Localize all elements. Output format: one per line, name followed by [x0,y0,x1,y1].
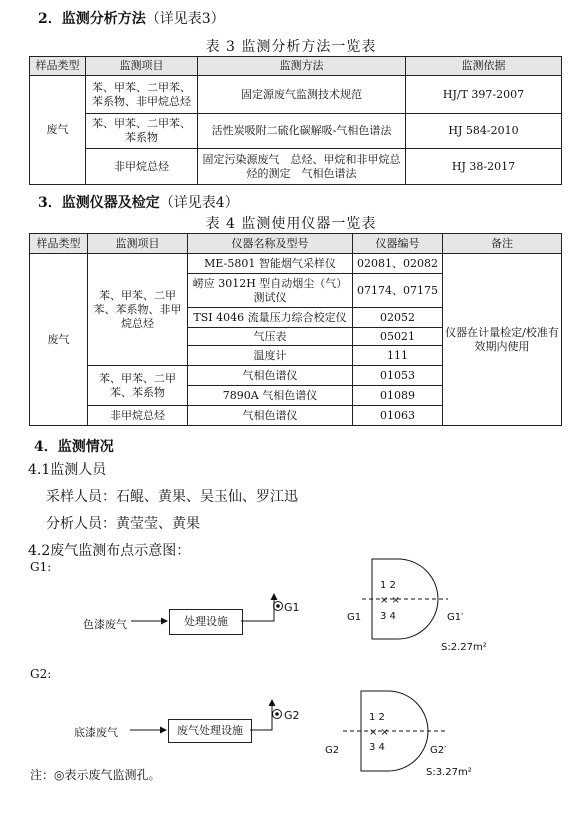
col-header: 监测项目 [88,234,188,254]
instrument-cell: 温度计 [188,346,353,366]
g1-process-box: 处理设施 [169,609,243,635]
g2-points-bottom: 3 4 [369,742,385,753]
personnel-heading: 4.1监测人员 [28,462,107,478]
instrument-id-cell: 01053 [353,366,443,386]
col-header: 仪器编号 [353,234,443,254]
instrument-id-cell: 01063 [353,406,443,426]
item-cell: 苯、甲苯、二甲苯、苯系物 [86,114,198,149]
g2-area: S:3.27m² [426,767,472,778]
g2-point-label: G2 [284,709,300,722]
item-cell: 苯、甲苯、二甲苯、苯系物、非甲烷总烃 [86,76,198,114]
instrument-cell: 崂应 3012H 型自动烟尘（气）测试仪 [188,274,353,308]
g2-stack-line [250,724,272,730]
section-3-heading: 3．监测仪器及检定（详见表4） [38,195,239,211]
instrument-id-cell: 07174、07175 [353,274,443,308]
sample-type-cell: 废气 [30,76,86,185]
g1-point-label: G1 [284,601,300,614]
g1-label: G1: [30,560,52,574]
col-header: 监测依据 [406,57,562,76]
layout-heading: 4.2废气监测布点示意图： [28,543,191,559]
col-header: 备注 [443,234,562,254]
col-header: 监测方法 [198,57,406,76]
footnote: 注：◎表示废气监测孔。 [30,768,161,782]
instrument-cell: TSI 4046 流量压力综合校定仪 [188,308,353,328]
g2-section-left: G2 [325,745,340,756]
g2-section-right: G2′ [430,745,447,756]
instrument-cell: 气相色谱仪 [188,406,353,426]
instrument-id-cell: 01089 [353,386,443,406]
g1-source-label: 色漆废气 [83,618,127,631]
g2-process-box: 废气处理设施 [168,719,252,743]
sample-type-cell: 废气 [30,254,88,426]
g2-label: G2: [30,667,52,681]
instrument-id-cell: 05021 [353,328,443,346]
table4-caption: 表 4 监测使用仪器一览表 [205,216,377,232]
col-header: 样品类型 [30,234,88,254]
method-cell: 活性炭吸附二硫化碳解吸-气相色谱法 [198,114,406,149]
instrument-cell: ME-5801 智能烟气采样仪 [188,254,353,274]
g1-section-right: G1′ [447,612,464,623]
g2-points-top: 1 2 [369,712,385,723]
instrument-id-cell: 02081、02082 [353,254,443,274]
remark-cell: 仪器在计量检定/校准有效期内使用 [443,254,562,426]
samplers-line: 采样人员：石鲲、黄果、吴玉仙、罗江迅 [46,489,298,505]
g1-points-bottom: 3 4 [380,611,396,622]
section-2-heading: 2．监测分析方法（详见表3） [38,11,225,27]
section-4-heading: 4．监测情况 [34,439,114,455]
basis-cell: HJ/T 397-2007 [406,76,562,114]
item-cell: 非甲烷总烃 [86,149,198,185]
g1-point-markers: × × [380,595,400,606]
item-cell: 苯、甲苯、二甲苯、苯系物、非甲烷总烃 [88,254,188,366]
method-cell: 固定污染源废气 总烃、甲烷和非甲烷总烃的测定 气相色谱法 [198,149,406,185]
g1-area: S:2.27m² [441,642,487,653]
g1-monitoring-port-icon [274,602,283,611]
instrument-id-cell: 02052 [353,308,443,328]
col-header: 仪器名称及型号 [188,234,353,254]
col-header: 监测项目 [86,57,198,76]
g2-monitoring-port-icon [273,710,282,719]
instrument-id-cell: 111 [353,346,443,366]
g1-points-top: 1 2 [380,580,396,591]
instrument-cell: 气压表 [188,328,353,346]
g2-point-markers: × × [369,727,389,738]
item-cell: 非甲烷总烃 [88,406,188,426]
item-cell: 苯、甲苯、二甲苯、苯系物 [88,366,188,406]
basis-cell: HJ 38-2017 [406,149,562,185]
instrument-cell: 气相色谱仪 [188,366,353,386]
method-cell: 固定源废气监测技术规范 [198,76,406,114]
table3-caption: 表 3 监测分析方法一览表 [205,39,377,55]
basis-cell: HJ 584-2010 [406,114,562,149]
g1-stack-line [241,618,274,621]
col-header: 样品类型 [30,57,86,76]
analysts-line: 分析人员：黄莹莹、黄果 [46,516,200,532]
g2-source-label: 底漆废气 [74,726,118,739]
g1-section-left: G1 [347,612,362,623]
instrument-cell: 7890A 气相色谱仪 [188,386,353,406]
